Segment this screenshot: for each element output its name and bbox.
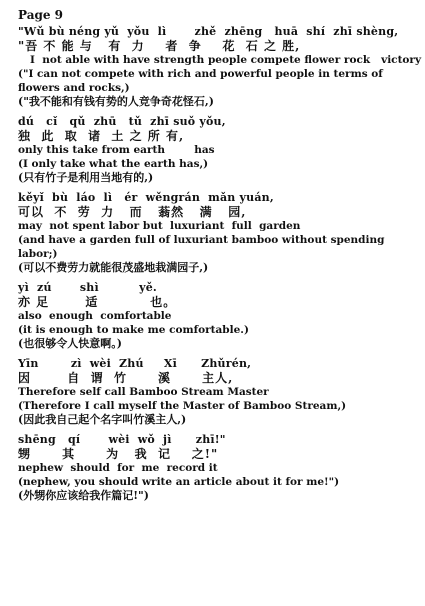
- pinyin-line: Yīn zì wèi Zhú Xī Zhǔrén,: [18, 357, 252, 370]
- chinese-line: 独 此 取 诸 土 之 所 有,: [18, 129, 185, 143]
- chinese-line: 亦 足 适 也。: [18, 295, 177, 309]
- pinyin-line: dú cǐ qǔ zhū tǔ zhī suǒ yǒu,: [18, 115, 226, 128]
- modern-chinese-line: (只有竹子是利用当地有的,): [18, 171, 154, 184]
- modern-chinese-line: (可以不费劳力就能很茂盛地栽满园子,): [18, 261, 209, 274]
- verse-block-2: [18, 115, 415, 185]
- modern-chinese-line: (也很够令人快意啊。): [18, 337, 122, 350]
- verse-block-1: [18, 25, 422, 109]
- gloss-line: only this take from earth has: [18, 144, 215, 156]
- chinese-line: "吾 不 能 与 有 力 者 争 花 石 之 胜,: [18, 39, 301, 53]
- verse-block-6: [18, 433, 415, 503]
- gloss-line: also enough comfortable: [18, 310, 172, 322]
- verse-block-3: [18, 191, 415, 275]
- page-number: Page 9: [18, 8, 64, 22]
- translation-line: ("I can not compete with rich and powerful people in terms of flowers and rocks,): [18, 68, 383, 94]
- pinyin-line: yì zú shì yě.: [18, 281, 157, 294]
- modern-chinese-line: ("我不能和有钱有势的人竞争奇花怪石,): [18, 95, 214, 108]
- gloss-line: may not spent labor but luxuriant full garden: [18, 220, 301, 232]
- pinyin-line: shēng qí wèi wǒ jì zhī!": [18, 433, 226, 446]
- chinese-line: 可以 不 劳 力 而 蓊然 满 园,: [18, 205, 247, 219]
- translation-line: (and have a garden full of luxuriant bamboo without spending labor;): [18, 234, 385, 260]
- modern-chinese-line: (因此我自己起个名字叫竹溪主人,): [18, 413, 187, 426]
- pinyin-line: kěyǐ bù láo lì ér wěngrán mǎn yuán,: [18, 191, 274, 204]
- pinyin-line: "Wǔ bù néng yǔ yǒu lì zhě zhēng huā shí zhī shèng,: [18, 25, 399, 38]
- translation-line: (Therefore I call myself the Master of Bamboo Stream,): [18, 400, 347, 412]
- gloss-line: nephew should for me record it: [18, 462, 218, 474]
- gloss-line: I not able with have strength people compete flower rock victory: [30, 54, 422, 66]
- verse-block-5: [18, 357, 415, 427]
- gloss-line: Therefore self call Bamboo Stream Master: [18, 386, 269, 398]
- chinese-line: 因 自 谓 竹 溪 主人,: [18, 371, 234, 385]
- verse-block-4: [18, 281, 415, 351]
- modern-chinese-line: (外甥你应该给我作篇记!"): [18, 489, 149, 502]
- translation-line: (I only take what the earth has,): [18, 158, 209, 170]
- translation-line: (it is enough to make me comfortable.): [18, 324, 249, 336]
- chinese-line: 甥 其 为 我 记 之!": [18, 447, 219, 461]
- translation-line: (nephew, you should write an article about it for me!"): [18, 476, 340, 488]
